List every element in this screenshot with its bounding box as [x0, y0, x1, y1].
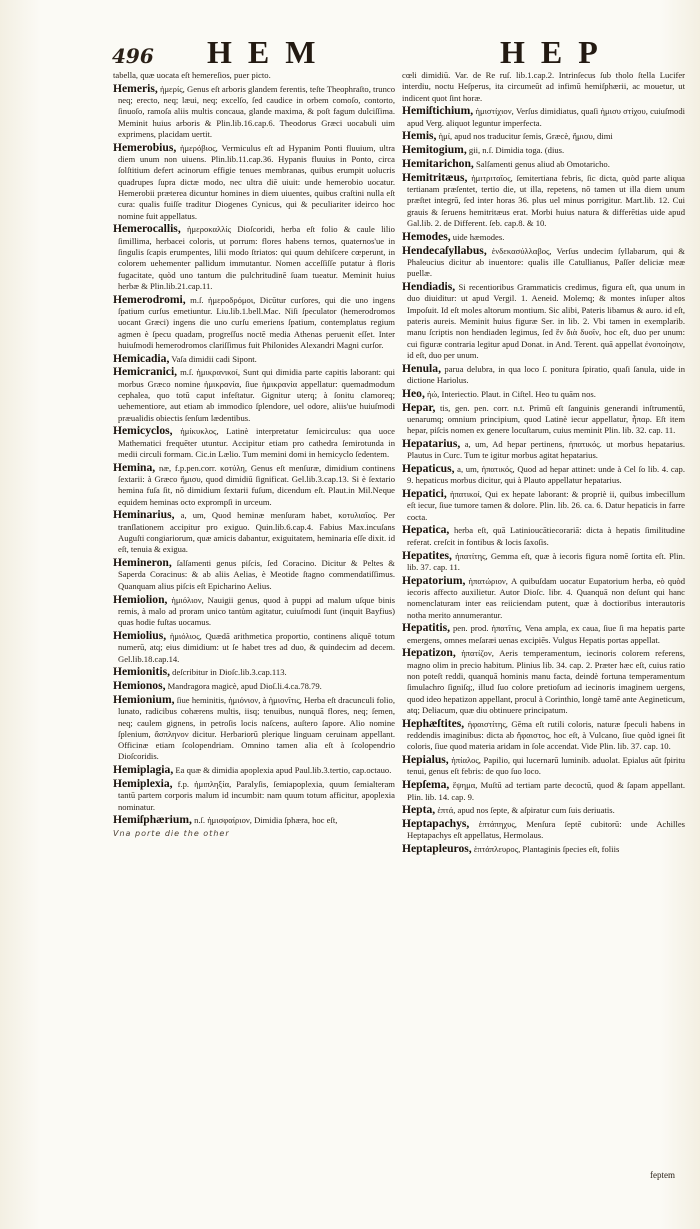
right-column: [402, 70, 685, 857]
entry-text: ἕψημα, Muſtū ad tertiam parte decoctū, quod & ſapam appellant. Plin. lib. 14. cap. 9.: [407, 780, 685, 802]
dictionary-entry: [113, 425, 395, 460]
entry-headword: Hendecaſyllabus,: [402, 243, 487, 257]
entry-text: ἡπατώριον, A quibuſdam uocatur Eupatorium herba, eò quòd iecoris affecto auxilietur. Autor Dioſc. libr. 4. Quanquā non deſunt qui hanc nomenclaturam inter eas reiiciendam putent, quæ à doctioribus interautoris notha merito annumerantur.: [407, 575, 685, 620]
dictionary-entry: [113, 680, 395, 692]
entry-text: Si recentioribus Grammaticis credimus, figura eſt, qua unum in duo diuiditur: ut apud Vergil. 1. Aeneid. Molemq; & montes inſuper altos Impoſuit. Id eſt moles altorum montium. Sic alibi, Pateris libamus & auro. id eſt, pateris aureis. Meminit huius figuræ Ser. in lib. 2. Vbi tamen in exemplarib. manu ſcriptis non hendiaden legimus, ſed ἓν διὰ δυοῖν, hoc eſt, duo per unum: cui figuræ contraria legitur apud Donat. in And. Terent. quā appellat ἐνοποίησιν, id eſt, duo per unum.: [407, 282, 685, 360]
dictionary-entry: [113, 666, 395, 678]
dictionary-entry: [402, 70, 685, 104]
dictionary-entry: [402, 843, 685, 855]
entry-headword: Hemiplexia,: [113, 777, 173, 791]
entry-text: pen. prod. ἡπατῖτις, Vena ampla, ex caua, ſiue ſi ma hepatis parte emergens, omnes meſaræi uenas excipiēs. Vulgus Hepatis portas appellat.: [407, 623, 685, 645]
entry-text: a, um, Ad hepar pertinens, ἡπατικός. ut morbus hepatarius. Plautus in Curc. Tum te igitur morbus agitat hepatarius.: [407, 438, 686, 461]
dictionary-entry: [113, 814, 395, 826]
entry-headword: Hemitarichon,: [402, 157, 474, 171]
dictionary-entry: [113, 557, 395, 592]
entry-headword: Heptapleuros,: [402, 842, 472, 856]
entry-text: Mandragora magicè, apud Dioſ.li.4.ca.78.79.: [167, 681, 322, 692]
entry-text: herba eſt, quā Latinioucātiecorariā: dicta à hepatis ſimilitudine referat. creſcit in fontibus & locis ſaxoſis.: [407, 525, 685, 547]
dictionary-entry: [402, 575, 685, 621]
dictionary-entry: [402, 647, 685, 716]
running-head-left: HEM: [207, 34, 332, 70]
entry-headword: Hemitritæus,: [402, 170, 468, 184]
entry-text: n.ſ. ἡμισφαίριον, Dimidia ſphæra, hoc eſt,: [194, 815, 338, 826]
dictionary-entry: [402, 245, 685, 280]
dictionary-entry: [402, 388, 685, 400]
entry-text: ἑπτάπλευρος, Plantaginis ſpecies eſt, foliis: [473, 844, 620, 855]
entry-text: ἡπατίτης, Gemma eſt, quæ à iecoris figura nomē ſortita eſt. Plin. lib. 37. cap. 11.: [407, 550, 685, 572]
entry-headword: Hemiſphærium,: [113, 813, 192, 827]
dictionary-entry: [113, 223, 395, 292]
dictionary-entry: [402, 363, 685, 387]
entry-headword: Hemicadia,: [113, 351, 170, 365]
entry-text: ἡμερόβιος, Vermiculus eſt ad Hypanim Ponti fluuium, ultra diem unum non uiuens. Plin.lib.11.cap.36. Hypanis fluuius in Ponto, circa ſolſtitium defert acinorum effigie tenues membranas, quibus erumpit uolucris quadrupes ſupra dictæ modo, nec ultra diē uiuit: unde hemerobio uocatur. Hemerobii præterea dicuntur homines in diem uiuentes, quibus craſtini nulla eſt cura: qualis fuiſſe traditur Diogenes Cynicus, qui & peculiariter ideirco hoc nomine fuit appellatus.: [118, 142, 395, 221]
handwritten-annotation: Vna porte die the other: [113, 829, 230, 839]
dictionary-entry: [402, 550, 685, 574]
entry-headword: Hepſema,: [402, 778, 450, 792]
entry-text: Ea quæ & dimidia apoplexia apud Paul.lib.3.tertio, cap.octauo.: [175, 765, 392, 776]
entry-text: f.p. ἡμιπληξία, Paralyſis, ſemiapoplexia, quum ſemialteram tantū partem corporis malum id incumbit: nam quum totum afficitur, apoplexia nominatur.: [118, 779, 395, 812]
entry-headword: Hemitogium,: [402, 143, 467, 157]
entry-headword: Hemerocallis,: [113, 222, 181, 236]
entry-text: a, um, ἡπατικός, Quod ad hepar attinet: unde à Cel ſo lib. 4. cap. 9. hepaticus morbus dicitur, qui à Plauto appellatur hepatarius.: [407, 464, 685, 486]
page-number: 496: [112, 44, 154, 68]
entry-text: ἡπατίζον, Aeris temperamentum, iecinoris colorem referens, magno olim in precio habitum. Plinius lib. 34. cap. 2. Præter hæc eſt, cuius ratio non poteſt reddi, quanquā hominis manu facta, deindè fortuna temperamentum ſimulachro ſigniſq;, illud ſuo colore pretioſum ad iecinoris imaginem uergens, quod ideo hepatizon appellant, procul à Corinthio, longè tamē ante Aegineticum, atq; Deliacum, quæ diu obtinuere principatum.: [407, 648, 685, 715]
running-head-right: HEP: [500, 34, 614, 70]
dictionary-entry: [113, 778, 395, 813]
dictionary-entry: [402, 754, 685, 778]
dictionary-entry: [113, 142, 395, 222]
dictionary-entry: [402, 779, 685, 803]
dictionary-entry: [402, 622, 685, 646]
entry-headword: Hemicranici,: [113, 365, 178, 379]
entry-text: ἡμιστίχιον, Verſus dimidiatus, quaſi ἡμισυ στίχου, cuiuſmodi apud Verg. aliquot leguntur imperfecta.: [407, 106, 686, 128]
entry-text: ἑνδεκασύλλαβος, Verſus undecim ſyllabarum, qui & Phaleucius dicitur ab inuentore: qualis ille Catullianus, Paſſer deliciæ meæ puellæ.: [407, 245, 685, 279]
entry-headword: Henula,: [402, 361, 441, 375]
dictionary-entry: [402, 144, 685, 156]
entry-text: ἡμίκυκλος, Latinè interpretatur ſemicirculus: qua uoce Mathematici frequēter utuntur. Accipitur etiam pro cathedra ſemirotunda in medii circuli formam. Cic.in Lælio. Tum memini domi in hemicyclo ſedentem.: [118, 426, 395, 459]
entry-headword: Hepatitis,: [402, 621, 450, 635]
entry-text: ἠπίαλος, Papilio, qui lucernarū luminib. aduolat. Epialus aūt ſpiritu tenui, genus eſt febris: de quo ſuo loco.: [407, 755, 686, 777]
entry-text: uide hæmodes.: [452, 231, 505, 242]
entry-headword: Hendiadis,: [402, 280, 456, 294]
entry-headword: Hephæſtites,: [402, 716, 465, 730]
entry-headword: Hepta,: [402, 803, 436, 817]
entry-headword: Hepaticus,: [402, 462, 455, 475]
entry-headword: Hepatici,: [402, 487, 447, 501]
entry-headword: Heminarius,: [113, 508, 175, 522]
dictionary-entry: [113, 764, 395, 776]
dictionary-entry: [402, 158, 685, 170]
dictionary-entry: [402, 488, 685, 523]
entry-text: gii, n.ſ. Dimidia toga. (dius.: [468, 145, 565, 156]
dictionary-entry: [402, 130, 685, 142]
dictionary-entry: [402, 804, 685, 816]
dictionary-entry: [402, 105, 685, 129]
dictionary-entry: [402, 172, 685, 229]
dictionary-entry: [402, 281, 685, 361]
entry-headword: Hemionitis,: [113, 665, 171, 679]
dictionary-entry: [113, 694, 395, 763]
entry-headword: Hepatica,: [402, 523, 450, 537]
entry-text: a, um, Quod heminæ menſuram habet, κοτυλιαῖος. Per tranſlationem accipitur pro exiguo. Quin.lib.6.cap.4. Fabius Max.incuſans Auguſti congiariorum, quæ amicis dabantur, exiguitatem, heminaria eſſe dixit. id eſt, tenuia & exigua.: [118, 510, 395, 555]
dictionary-entry: [402, 718, 685, 753]
dictionary-entry: [113, 630, 395, 665]
dictionary-entry: [402, 231, 685, 243]
entry-headword: Hemodes,: [402, 229, 451, 243]
entry-text: ἠώ, Interiectio. Plaut. in Ciſtel. Heo tu quām nos.: [427, 388, 596, 399]
entry-text: tabella, quæ uocata eſt hemereſios, puer picto.: [113, 70, 271, 80]
entry-headword: Hemerobius,: [113, 140, 177, 154]
entry-text: parua delubra, in qua loco ſ. ponitura ſpiratio, quaſi ſanula, uide in dictione Hariolus.: [407, 363, 685, 385]
left-column: [113, 70, 395, 841]
entry-text: ἑπτάπηχυς, Menſura ſeptē cubitorū: unde Achilles Heptapachys eſt appellatus, Hermolaus.: [407, 819, 685, 841]
entry-headword: Hepatizon,: [402, 646, 456, 660]
entry-headword: Hemeris,: [113, 81, 158, 95]
dictionary-entry: [402, 438, 685, 462]
entry-headword: Hepatites,: [402, 548, 452, 562]
entry-headword: Hemis,: [402, 129, 437, 143]
dictionary-entry: [113, 83, 395, 140]
entry-text: ἡφαιστίτης, Gēma eſt rutili coloris, naturæ ſpeculi habens in reddendis imaginibus: dicta ab ἥφαιστος, hoc eſt, à Vulcano, ſiue quòd ignei ſit coloris, ſiue quod materia aridam in ſole accendat. Vide Plin. lib. 37. cap. 10.: [407, 718, 685, 752]
entry-text: cœli dimidiū. Var. de Re ruſ. lib.1.cap.2. Intrinſecus ſub tholo ſtella Lucifer interdiu, noctu Heſperus, ita circumeūt ad infimū hemiſphærii, ac mouetur, ut indicent quot ſint horæ.: [402, 70, 685, 103]
entry-text: næ, f.p.pen.corr. κοτύλη, Genus eſt menſuræ, dimidium continens ſextarii: à Græco ἥμισυ, quod dimidiū ſignificat. Gel.lib.3.cap.13. Si è ſextario hemina fuſa ſit, nō dimidium ſextarii fuſum, dicendum eſt. Plaut.in Mil.Neque equidem heminas octo exprompſi in urceum.: [118, 462, 395, 507]
entry-headword: Hemicyclos,: [113, 424, 173, 438]
dictionary-entry: [402, 818, 685, 842]
entry-text: ἑπτά, apud nos ſepte, & aſpiratur cum ſuis deriuatis.: [437, 805, 615, 816]
dictionary-entry: [113, 294, 395, 351]
dictionary-entry: [402, 402, 685, 437]
entry-text: ἡμί, apud nos traducitur ſemis, Græcè, ἥμισυ, dimi: [438, 131, 613, 142]
entry-headword: Hemineron,: [113, 556, 172, 570]
dictionary-entry: [402, 463, 685, 487]
entry-headword: Hemiolius,: [113, 628, 167, 642]
entry-text: m.ſ. ἡμεροδρόμοι, Dicūtur curſores, qui die uno ingens ſpatium curſus emetiuntur. Liu.lib.1.bell.Mac. Niſi ſpeculator (hemerodromos uocant Græci) ingens die uno curſu emeriens ſpatium, contemplatus regium agmen è ſpecu quadam, progreſſus noctē media Athenas peruenit eſſet. Inter huiuſmodi hemerodromos clariſſimus fuit Philonides Alexandri Magni curſor.: [118, 294, 396, 350]
entry-text: deſcribitur in Dioſc.lib.3.cap.113.: [172, 667, 287, 678]
entry-text: ἡπατικοί, Qui ex hepate laborant: & propriè ii, quibus imbecillum eſt iecur, ſiue tumore tamen & dolore. Plin. lib. 26. ca. 6. Datur hepaticis in farre cocta.: [407, 489, 685, 522]
entry-headword: Hepar,: [402, 400, 436, 414]
entry-headword: Hemiolion,: [113, 592, 168, 606]
entry-headword: Hemionos,: [113, 679, 166, 693]
catchword: feptem: [650, 1170, 675, 1180]
entry-text: m.ſ. ἡμικρανικοί, Sunt qui dimidia parte capitis laborant: qui morbus Græco nomine ἡμικρανία, ſiue ἡμικρανία appellatur: quemadmodum cephalea, quo totū caput infeſtatur. Gignitur uterq; à ſonitu clamoreq; uehementiore, aut etiam ab immodico ſplendore, uel odore, aliis'ue huiuſmodi præualidis obiectis ſenſum lædentibus.: [118, 367, 395, 423]
entry-headword: Hepatarius,: [402, 436, 461, 450]
dictionary-entry: [113, 353, 395, 365]
entry-text: Salſamenti genus aliud ab Omotaricho.: [475, 159, 610, 170]
dictionary-entry: [113, 366, 395, 423]
entry-text: ἡμιόλιος, Quædā arithmetica proportio, continens aliquē totum numerū, atq; eius dimidium: ut ſe habet tres ad duo, & quindecim ad decem. Gel.lib.18.cap.14.: [118, 630, 395, 664]
entry-text: ἡμερίς, Genus eſt arboris glandem ferentis, teſte Theophraſto, trunco neq; erecto, neq; læui, neq; excelſo, ſed caudice in orbem comoſo, contorto, ſinuoſo, ramoſa aliis multis concaua, glande maxima, & poſt fagum dulciſſima. Meminit huius arboris & Plin.lib.16.cap.6. Theodorus Græci uocabuli uim exprimens, placidam uertit.: [118, 83, 395, 139]
entry-headword: Hemiſtichium,: [402, 104, 474, 118]
entry-text: ἡμιόλιον, Nauigii genus, quod à puppi ad malum uſque binis remis, à malo ad proram unico tantùm agitatur, cuiuſmodi ſunt (inquit Bayfius) quas hodie fuſtas uocamus.: [118, 594, 395, 628]
entry-headword: Heo,: [402, 386, 425, 400]
dictionary-entry: [113, 462, 395, 508]
entry-text: tis, gen. pen. corr. n.t. Primū eſt ſanguinis generandi inſtrumentū, uenarumq; omnium principium, quod Latinè iecur appellatur, ἧπαρ. Eſt item hepar, piſcis nomen ex genere locuſtarum, cuius meminit Plin. lib. 32. cap. 11.: [407, 402, 685, 436]
entry-headword: Hemiplagia,: [113, 763, 174, 777]
entry-headword: Hepatorium,: [402, 573, 466, 587]
dictionary-entry: [113, 594, 395, 629]
entry-headword: Hepialus,: [402, 753, 449, 767]
entry-text: ἡμιτριταῖος, ſemitertiana febris, ſic dicta, quòd parte aliqua tertianam præſentet, tertio die, ut illa, repetens, nō tamen ut illa diem unum præſtet integrū, ſed inter horas 36. plus uel minus porrigitur. Mart.lib. 12. Cui grauis & ſeruens hemitritæus erat. Morbi huius natura & differētias uide apud Gal.lib. 2. de Different. ſeb. cap.8. & 10.: [407, 172, 685, 229]
dictionary-entry: [402, 524, 685, 548]
entry-text: ſalſamenti genus piſcis, ſed Coracino. Dicitur & Peltes & Saperda Coracinus: & ab aliis Aelias, è Meotide ſtagno commendatiſſimus. Quanquam alius piſcis eſt Epicharino Aelius.: [118, 558, 395, 591]
entry-headword: Hemerodromi,: [113, 292, 186, 306]
entry-headword: Heptapachys,: [402, 817, 470, 831]
entry-text: Vaſa dimidii cadi Sipont.: [171, 353, 257, 364]
entry-headword: Hemina,: [113, 460, 156, 474]
entry-headword: Hemionium,: [113, 692, 175, 706]
entry-text: ἡμεροκαλλίς Dioſcoridi, herba eſt folio & caule lilio ſimillima, herbacei coloris, ut porrum: flores habens ternos, quaternos'ue in ſingulis ſcapis erumpentes, lilii modo ſtriatos: qui quum dehiſcere cœperunt, in colorem uehementer pallidum immutantur. Nomen acceſſiſſe putatur à floris fugacitate, quòd uno tantum die pulchritudinē ſuam tueatur. Meminit huius herbæ & Plin.lib.21.cap.11.: [118, 224, 395, 291]
entry-text: ſiue heminitis, ἡμιόνιον, à ἡμιονῖτις, Herba eſt dracunculi folio, lunato, radicibus cohærens multis, iisq; tenuibus, nunquā flores, neq; ſemen, neq; caulem gignens, in petroſis locis naſcens, auſtero ſapore. Alio nomine ſplenium, ἄσπληνον dicitur. Herbariorū plerique linguam ceruinam appellant. Officinæ etiam ſcolopendriam. Omnino tamen alia eſt à ſcolopendrio Dioſcoridis.: [118, 694, 395, 762]
dictionary-entry: [113, 509, 395, 555]
dictionary-entry: [113, 70, 395, 81]
